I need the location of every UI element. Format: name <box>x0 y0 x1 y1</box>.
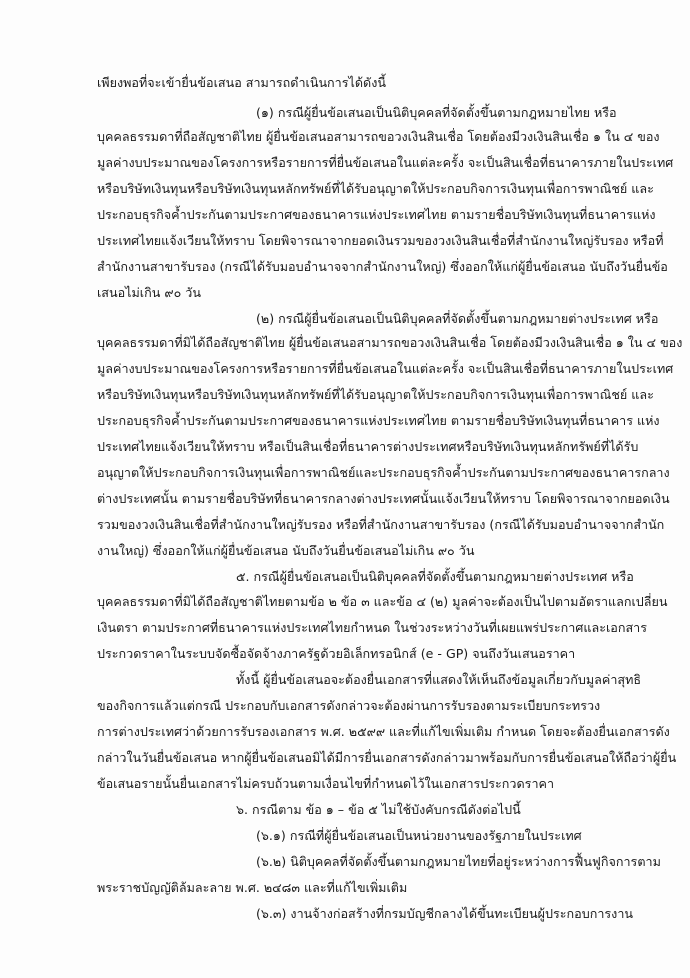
text-line: ต่างประเทศนั้น ตามรายชื่อบริษัทที่ธนาคารกลางต่างประเทศนั้นแจ้งเวียนให้ทราบ โดยพิจารณาจากยอดเงิน <box>97 491 670 506</box>
text-line: อนุญาตให้ประกอบกิจการเงินทุนเพื่อการพาณิชย์และประกอบธุรกิจค้ำประกันตามประกาศของธนาคารกลาง <box>97 465 670 480</box>
text-line: กล่าวในวันยื่นข้อเสนอ หากผู้ยื่นข้อเสนอมิได้มีการยื่นเอกสารดังกล่าวมาพร้อมกับการยื่นข้อเสนอให้ถือว่าผู้ยื่น <box>97 750 677 765</box>
text-line: (๖.๑) กรณีที่ผู้ยื่นข้อเสนอเป็นหน่วยงานของรัฐภายในประเทศ <box>256 828 582 843</box>
text-line: สำนักงานสาขารับรอง (กรณีได้รับมอบอำนาจจากสำนักงานใหญ่) ซึ่งออกให้แก่ผู้ยื่นข้อเสนอ นับถึงวันยื่นข้อ <box>97 259 668 274</box>
text-line: รวมของวงเงินสินเชื่อที่สำนักงานใหญ่รับรอง หรือที่สำนักงานสาขารับรอง (กรณีได้รับมอบอำนาจจากสำนัก <box>97 517 665 532</box>
text-line: ประกอบธุรกิจค้ำประกันตามประกาศของธนาคารแห่งประเทศไทย ตามรายชื่อบริษัทเงินทุนที่ธนาคาร แห่ง <box>97 413 660 428</box>
text-line: งานใหญ่) ซึ่งออกให้แก่ผู้ยื่นข้อเสนอ นับถึงวันยื่นข้อเสนอไม่เกิน ๙๐ วัน <box>97 543 475 558</box>
text-line: บุคคลธรรมดาที่มิได้ถือสัญชาติไทยตามข้อ ๒ ข้อ ๓ และข้อ ๔ (๒) มูลค่าจะต้องเป็นไปตามอัตราแลกเปลี่ยน <box>97 594 668 609</box>
text-line: ข้อเสนอรายนั้นยื่นเอกสารไม่ครบถ้วนตามเงื่อนไขที่กำหนดไว้ในเอกสารประกวดราคา <box>97 776 555 791</box>
text-line: ทั้งนี้ ผู้ยื่นข้อเสนอจะต้องยื่นเอกสารที่แสดงให้เห็นถึงข้อมูลเกี่ยวกับมูลค่าสุทธิ <box>236 672 642 687</box>
text-line: มูลค่างบประมาณของโครงการหรือรายการที่ยื่นข้อเสนอในแต่ละครั้ง จะเป็นสินเชื่อที่ธนาคารภายในประเทศ <box>97 155 674 170</box>
text-line: พระราชบัญญัติล้มละลาย พ.ศ. ๒๔๘๓ และที่แก้ไขเพิ่มเติม <box>97 880 408 895</box>
text-line: บุคคลธรรมดาที่มิได้ถือสัญชาติไทย ผู้ยื่นข้อเสนอสามารถขอวงเงินสินเชื่อ โดยต้องมีวงเงินสินเชื่อ ๑ ใน ๔ ของ <box>97 335 683 350</box>
text-line: (๖.๒) นิติบุคคลที่จัดตั้งขึ้นตามกฎหมายไทยที่อยู่ระหว่างการฟื้นฟูกิจการตาม <box>256 854 661 869</box>
text-line: (๖.๓) งานจ้างก่อสร้างที่กรมบัญชีกลางได้ขึ้นทะเบียนผู้ประกอบการงาน <box>256 906 634 921</box>
text-line: ๕. กรณีผู้ยื่นข้อเสนอเป็นนิติบุคคลที่จัดตั้งขึ้นตามกฎหมายต่างประเทศ หรือ <box>236 569 634 584</box>
text-line: ๖. กรณีตาม ข้อ ๑ – ข้อ ๕ ไม่ใช้บังคับกรณีดังต่อไปนี้ <box>236 802 521 817</box>
text-line: ประกวดราคาในระบบจัดซื้อจัดจ้างภาครัฐด้วยอิเล็กทรอนิกส์ (e - GP) จนถึงวันเสนอราคา <box>97 646 576 661</box>
text-line: บุคคลธรรมดาที่ถือสัญชาติไทย ผู้ยื่นข้อเสนอสามารถขอวงเงินสินเชื่อ โดยต้องมีวงเงินสินเชื่อ ๑ ใน ๔ ของ <box>97 129 660 144</box>
text-line: (๒) กรณีผู้ยื่นข้อเสนอเป็นนิติบุคคลที่จัดตั้งขึ้นตามกฎหมายต่างประเทศ หรือ <box>256 311 659 326</box>
text-line: ประเทศไทยแจ้งเวียนให้ทราบ โดยพิจารณาจากยอดเงินรวมของวงเงินสินเชื่อที่สำนักงานใหญ่รับรอง หรือที่ <box>97 233 664 248</box>
text-line: เสนอไม่เกิน ๙๐ วัน <box>97 285 201 300</box>
text-line: หรือบริษัทเงินทุนหรือบริษัทเงินทุนหลักทรัพย์ที่ได้รับอนุญาตให้ประกอบกิจการเงินทุนเพื่อการพาณิชย์ และ <box>97 181 654 196</box>
text-line: มูลค่างบประมาณของโครงการหรือรายการที่ยื่นข้อเสนอในแต่ละครั้ง จะเป็นสินเชื่อที่ธนาคารภายในประเทศ <box>97 361 674 376</box>
text-line: หรือบริษัทเงินทุนหรือบริษัทเงินทุนหลักทรัพย์ที่ได้รับอนุญาตให้ประกอบกิจการเงินทุนเพื่อการพาณิชย์ และ <box>97 387 654 402</box>
text-line: ของกิจการแล้วแต่กรณี ประกอบกับเอกสารดังกล่าวจะต้องผ่านการรับรองตามระเบียบกระทรวง <box>97 698 601 713</box>
text-line: เพียงพอที่จะเข้ายื่นข้อเสนอ สามารถดำเนินการได้ดังนี้ <box>97 75 386 90</box>
text-line: (๑) กรณีผู้ยื่นข้อเสนอเป็นนิติบุคคลที่จัดตั้งขึ้นตามกฎหมายไทย หรือ <box>256 105 617 120</box>
text-line: ประกอบธุรกิจค้ำประกันตามประกาศของธนาคารแห่งประเทศไทย ตามรายชื่อบริษัทเงินทุนที่ธนาคารแห่ง <box>97 207 656 222</box>
text-line: การต่างประเทศว่าด้วยการรับรองเอกสาร พ.ศ. ๒๕๙๙ และที่แก้ไขเพิ่มเติม กำหนด โดยจะต้องยื่นเอกสารดัง <box>97 724 670 739</box>
text-line: ประเทศไทยแจ้งเวียนให้ทราบ หรือเป็นสินเชื่อที่ธนาคารต่างประเทศหรือบริษัทเงินทุนหลักทรัพย์ที่ได้รับ <box>97 439 639 454</box>
text-line: เงินตรา ตามประกาศที่ธนาคารแห่งประเทศไทยกำหนด ในช่วงระหว่างวันที่เผยแพร่ประกาศและเอกสาร <box>97 620 647 635</box>
